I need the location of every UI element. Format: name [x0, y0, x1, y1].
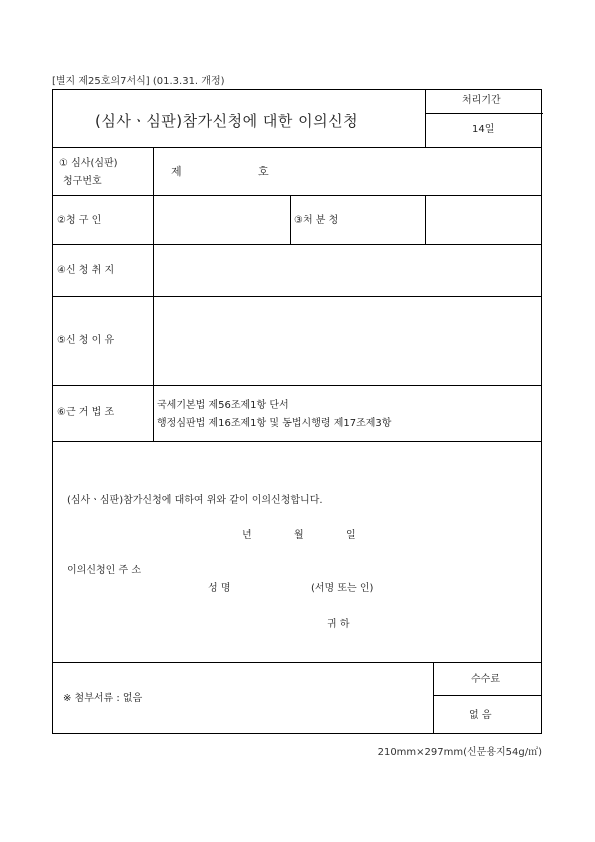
case-number-label: ① 심사(심판) [59, 158, 118, 169]
addressee: 귀 하 [327, 619, 350, 630]
legal-basis-line-2: 행정심판법 제16조제1항 및 동법시행령 제17조제3항 [157, 418, 392, 429]
purpose-label: ④신 청 취 지 [57, 265, 115, 276]
agency-label: ③처 분 청 [294, 215, 339, 226]
signature-label: (서명 또는 인) [311, 583, 374, 594]
divider-label-column [153, 147, 154, 441]
application-form [52, 89, 542, 734]
divider-claimant [53, 244, 541, 245]
form-reference: [별지 제25호의7서식] (01.3.31. 개정) [52, 76, 225, 87]
applicant-name-label: 성 명 [208, 583, 231, 594]
divider-title [53, 147, 541, 148]
divider-fee-v [433, 662, 434, 733]
divider-fee [433, 695, 541, 696]
declaration-statement: (심사ㆍ심판)참가신청에 대하여 위와 같이 이의신청합니다. [67, 495, 323, 506]
case-number-prefix: 제 [171, 165, 182, 178]
claimant-label: ②청 구 인 [57, 215, 102, 226]
divider-basis [53, 441, 541, 442]
divider-agency-v [425, 195, 426, 244]
divider-title-v [425, 90, 426, 147]
date-month: 월 [294, 530, 304, 541]
divider-processing [425, 113, 543, 114]
case-number-label-2: 청구번호 [63, 176, 102, 187]
case-number-suffix: 호 [258, 165, 269, 178]
legal-basis-label: ⑥근 거 법 조 [57, 407, 115, 418]
divider-claimant-v [290, 195, 291, 244]
divider-case [53, 195, 541, 196]
processing-label: 처리기간 [462, 95, 501, 106]
form-title: (심사ㆍ심판)참가신청에 대한 이의신청 [95, 112, 359, 130]
applicant-address-label: 이의신청인 주 소 [67, 565, 141, 576]
processing-value: 14일 [472, 124, 495, 135]
date-year: 년 [242, 530, 252, 541]
paper-specification: 210mm×297mm(신문용지54g/㎡) [377, 747, 542, 758]
legal-basis-line-1: 국세기본법 제56조제1항 단서 [157, 400, 289, 411]
fee-label: 수수료 [471, 674, 500, 685]
date-day: 일 [346, 530, 356, 541]
fee-value: 없 음 [469, 710, 492, 721]
divider-declaration [53, 662, 541, 663]
divider-reason [53, 385, 541, 386]
reason-label: ⑤신 청 이 유 [57, 335, 115, 346]
divider-purpose [53, 296, 541, 297]
attachments-note: ※ 첨부서류 : 없음 [63, 693, 143, 704]
